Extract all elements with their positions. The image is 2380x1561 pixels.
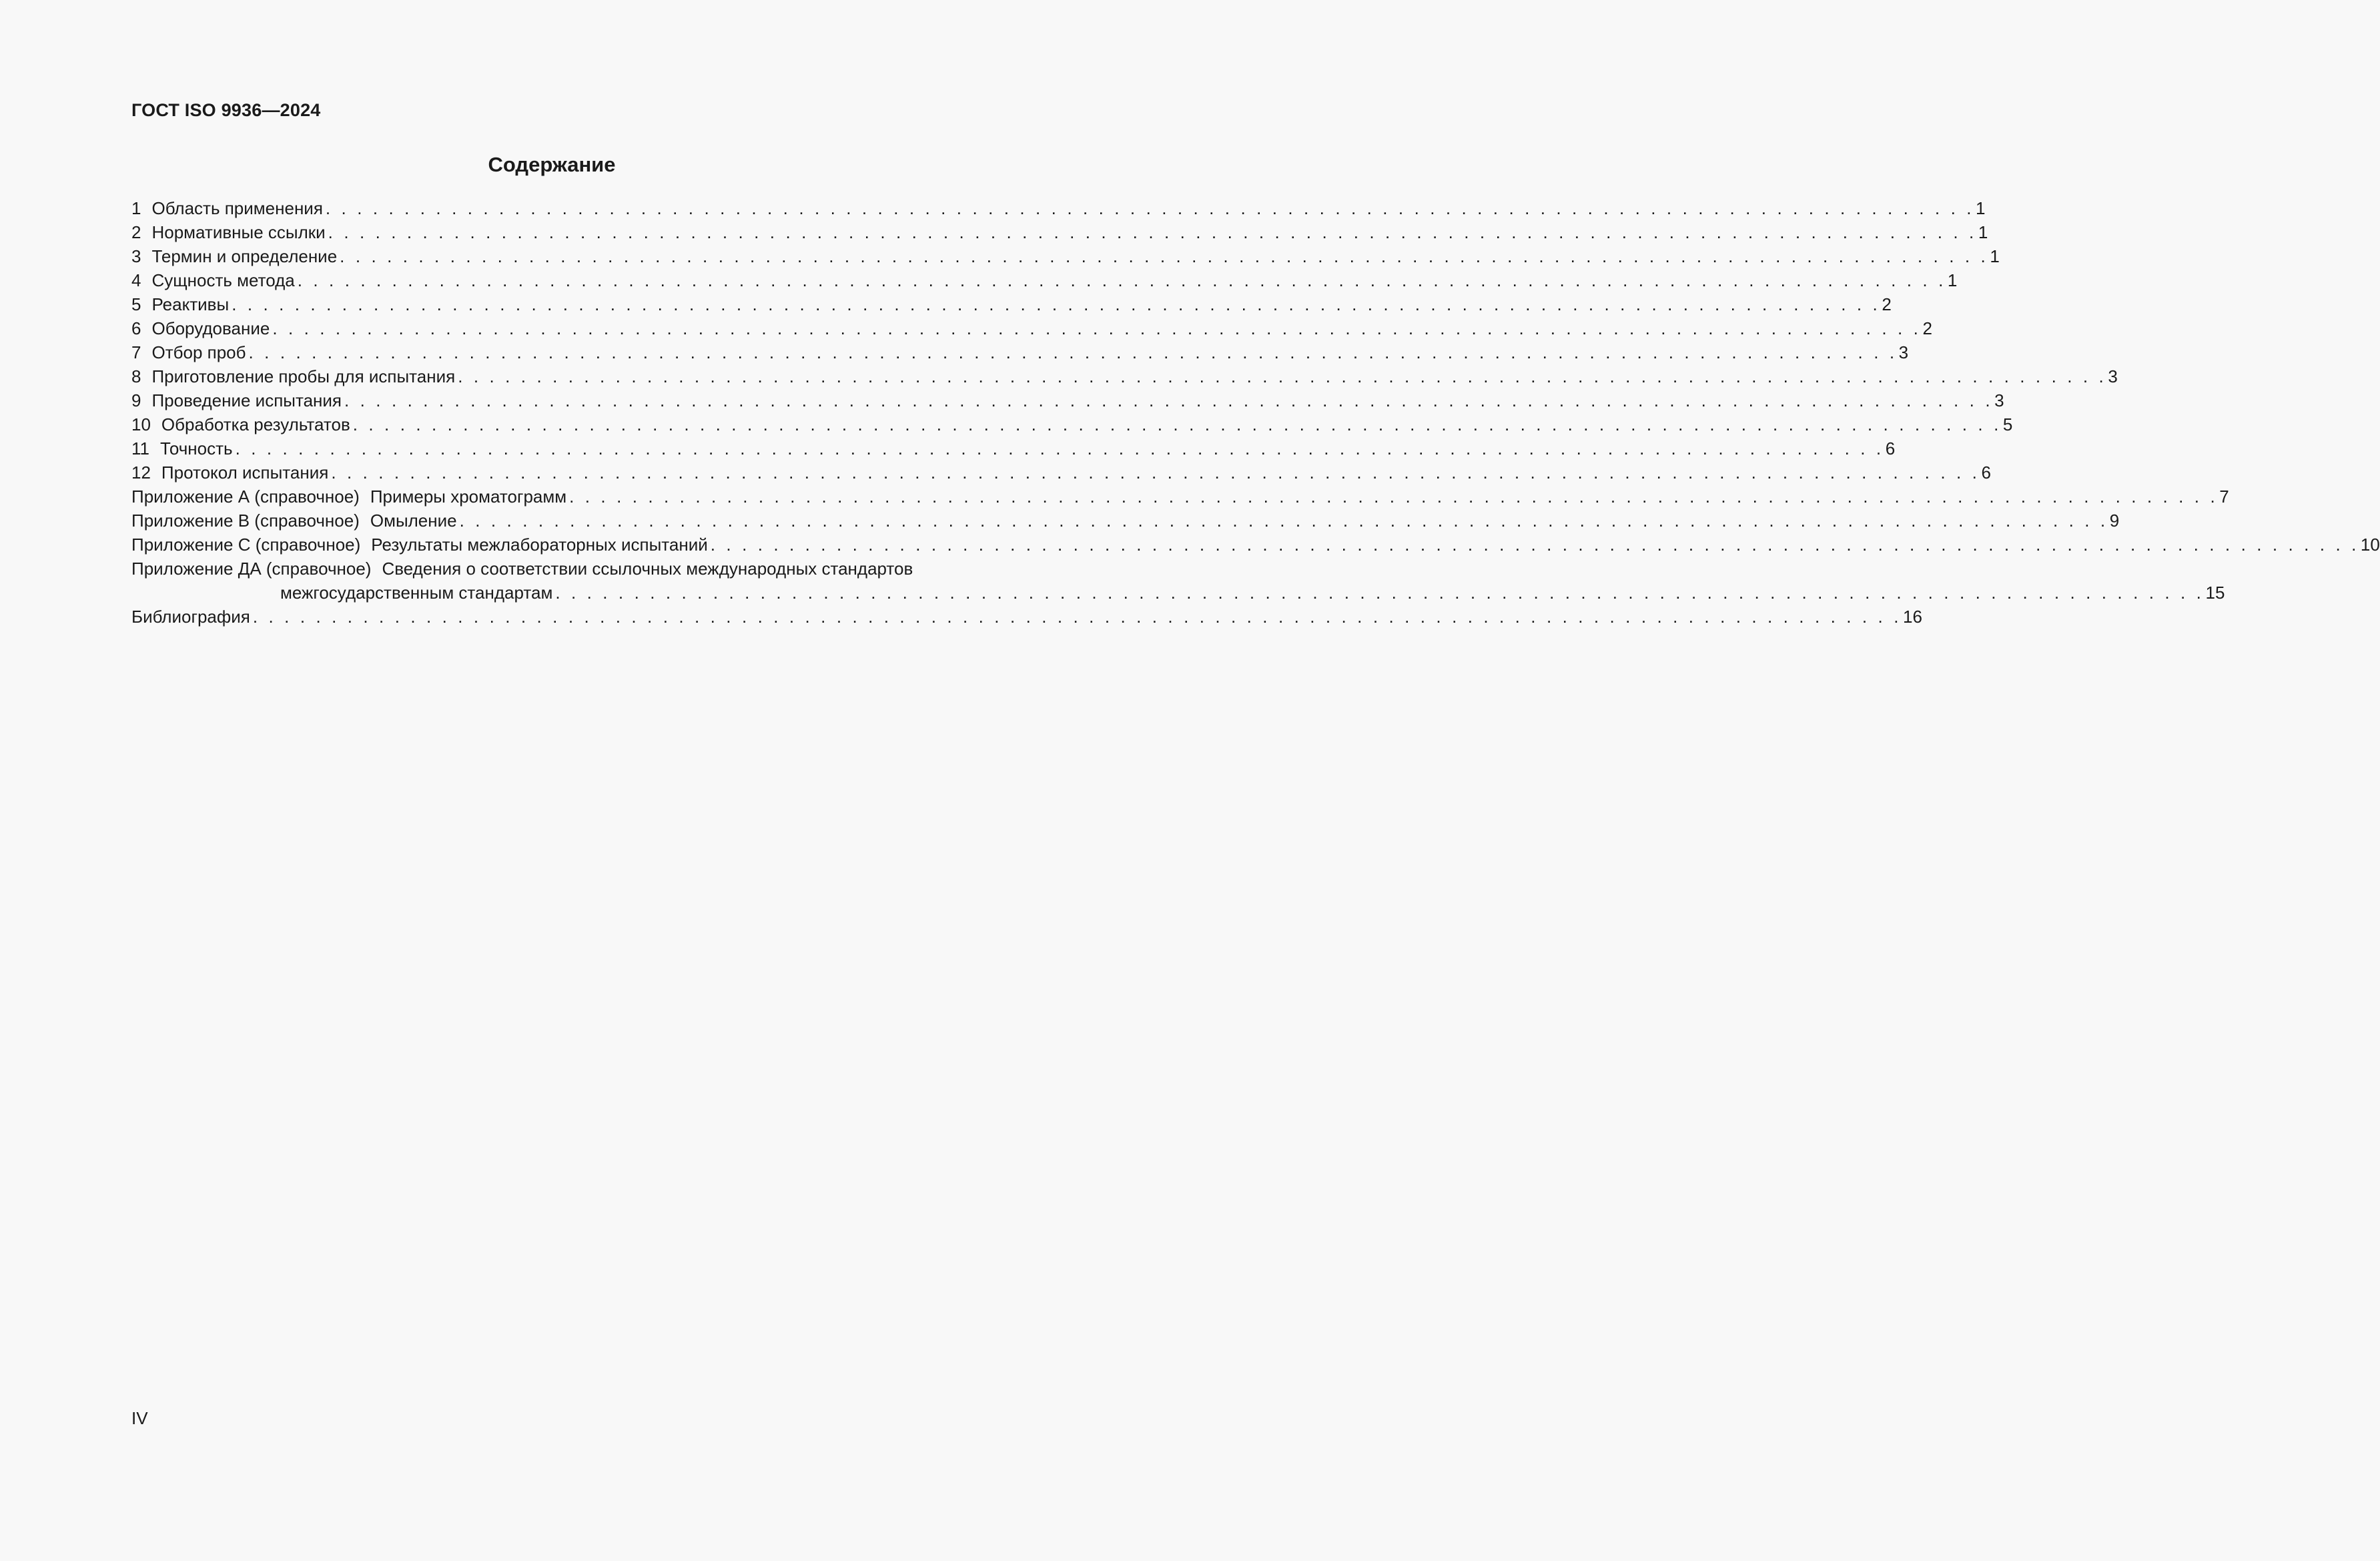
dot-leader: . . . . . . . . . . . . . . . . . . . . . . . . . . . . . . . . . . . . . . . . . . . . . . . . . . . . . . . . . . . . . . . . . . . . . . . . . . . . . . . . . . . . . . . . . . . . . . . . . . . . . . . . . — [555, 583, 2205, 603]
toc-entry-label: Сведения о соответствии ссылочных международных стандартов — [382, 559, 913, 579]
dot-leader: . . . . . . . . . . . . . . . . . . . . . . . . . . . . . . . . . . . . . . . . . . . . . . . . . . . . . . . . . . . . . . . . . . . . . . . . . . . . . . . . . . . . . . . . . . . . . . . . . . . . . . . . . — [344, 390, 1994, 410]
toc-entry-continuation[interactable] — [131, 581, 2225, 605]
toc-entry-page: 1 — [1990, 246, 2000, 266]
appendix-designation: Приложение С (справочное) — [131, 535, 361, 555]
dot-leader: . . . . . . . . . . . . . . . . . . . . . . . . . . . . . . . . . . . . . . . . . . . . . . . . . . . . . . . . . . . . . . . . . . . . . . . . . . . . . . . . . . . . . . . . . . . . . . . . . . . . . . . . . — [459, 511, 2108, 531]
toc-entry-appendix[interactable] — [131, 533, 2380, 557]
dot-leader: . . . . . . . . . . . . . . . . . . . . . . . . . . . . . . . . . . . . . . . . . . . . . . . . . . . . . . . . . . . . . . . . . . . . . . . . . . . . . . . . . . . . . . . . . . . . . . . . . . . . . . . . . — [569, 487, 2219, 507]
toc-entry-label: Отбор проб — [151, 342, 246, 362]
dot-leader: . . . . . . . . . . . . . . . . . . . . . . . . . . . . . . . . . . . . . . . . . . . . . . . . . . . . . . . . . . . . . . . . . . . . . . . . . . . . . . . . . . . . . . . . . . . . . . . . . . . . . . . . . — [232, 294, 1881, 314]
toc-entry-appendix[interactable] — [131, 485, 2229, 509]
toc-entry-label: Сущность метода — [151, 270, 295, 290]
toc-entry-number: 4 — [131, 270, 141, 290]
toc-entry-page: 1 — [1947, 270, 1958, 290]
toc-entry[interactable] — [131, 412, 2013, 436]
toc-entry-appendix[interactable] — [131, 509, 2120, 533]
toc-entry-label: Обработка результатов — [161, 414, 350, 434]
toc-entry[interactable] — [131, 364, 2118, 388]
dot-leader: . . . . . . . . . . . . . . . . . . . . . . . . . . . . . . . . . . . . . . . . . . . . . . . . . . . . . . . . . . . . . . . . . . . . . . . . . . . . . . . . . . . . . . . . . . . . . . . . . . . . . . . . . — [328, 222, 1977, 242]
dot-leader: . . . . . . . . . . . . . . . . . . . . . . . . . . . . . . . . . . . . . . . . . . . . . . . . . . . . . . . . . . . . . . . . . . . . . . . . . . . . . . . . . . . . . . . . . . . . . . . . . . . . . . . . . — [272, 318, 1922, 338]
toc-entry-label: Оборудование — [151, 318, 270, 338]
toc-entry-number: 7 — [131, 342, 141, 362]
toc-entry-number: 10 — [131, 414, 151, 434]
toc-entry-label: Результаты межлабораторных испытаний — [371, 535, 708, 555]
toc-title: Содержание — [488, 153, 616, 176]
toc-entry-page: 10 — [2360, 535, 2380, 555]
dot-leader: . . . . . . . . . . . . . . . . . . . . . . . . . . . . . . . . . . . . . . . . . . . . . . . . . . . . . . . . . . . . . . . . . . . . . . . . . . . . . . . . . . . . . . . . . . . . . . . . . . . . . . . . . — [340, 246, 1989, 266]
toc-entry[interactable] — [131, 436, 1896, 460]
dot-leader: . . . . . . . . . . . . . . . . . . . . . . . . . . . . . . . . . . . . . . . . . . . . . . . . . . . . . . . . . . . . . . . . . . . . . . . . . . . . . . . . . . . . . . . . . . . . . . . . . . . . . . . . . — [248, 342, 1898, 362]
toc-entry-number: 1 — [131, 198, 141, 218]
toc-entry-page: 6 — [1885, 438, 1896, 458]
toc-entry-label: Нормативные ссылки — [151, 222, 326, 242]
dot-leader: . . . . . . . . . . . . . . . . . . . . . . . . . . . . . . . . . . . . . . . . . . . . . . . . . . . . . . . . . . . . . . . . . . . . . . . . . . . . . . . . . . . . . . . . . . . . . . . . . . . . . . . . . — [458, 366, 2107, 386]
toc-entry-number: 2 — [131, 222, 141, 242]
toc-entry[interactable] — [131, 196, 1986, 220]
toc-entry-page: 2 — [1882, 294, 1892, 314]
toc-entry-page: 3 — [2108, 366, 2118, 386]
page-number: IV — [131, 1408, 148, 1428]
toc-entry-number: 5 — [131, 294, 141, 314]
toc-entry-number: 9 — [131, 390, 141, 410]
toc-entry[interactable] — [131, 268, 1958, 292]
toc-entry-page: 1 — [1976, 198, 1986, 218]
toc-entry-label: Точность — [160, 438, 233, 458]
dot-leader: . . . . . . . . . . . . . . . . . . . . . . . . . . . . . . . . . . . . . . . . . . . . . . . . . . . . . . . . . . . . . . . . . . . . . . . . . . . . . . . . . . . . . . . . . . . . . . . . . . . . . . . . . — [710, 535, 2359, 555]
toc-entry-page: 16 — [1903, 607, 1922, 627]
toc-entry-label: Примеры хроматограмм — [370, 487, 567, 507]
document-code: ГОСТ ISO 9936—2024 — [131, 100, 321, 120]
toc-entry-label: Библиография — [131, 607, 250, 627]
toc-entry[interactable] — [131, 388, 2004, 412]
toc-entry[interactable] — [131, 220, 1988, 244]
toc-entry-label: Омыление — [370, 511, 457, 531]
toc-entry-page: 3 — [1994, 390, 2004, 410]
toc-entry-page: 1 — [1978, 222, 1988, 242]
toc-entry-number: 8 — [131, 366, 141, 386]
table-of-contents — [131, 196, 2380, 629]
toc-entry-page: 15 — [2205, 583, 2225, 603]
toc-entry-number: 11 — [131, 438, 149, 458]
appendix-designation: Приложение ДА (справочное) — [131, 559, 372, 579]
toc-entry-page: 3 — [1898, 342, 1909, 362]
toc-entry[interactable] — [131, 340, 1909, 364]
toc-entry-label: Проведение испытания — [151, 390, 342, 410]
toc-entry[interactable] — [131, 460, 1991, 485]
dot-leader: . . . . . . . . . . . . . . . . . . . . . . . . . . . . . . . . . . . . . . . . . . . . . . . . . . . . . . . . . . . . . . . . . . . . . . . . . . . . . . . . . . . . . . . . . . . . . . . . . . . . . . . . . — [352, 414, 2002, 434]
appendix-designation: Приложение А (справочное) — [131, 487, 360, 507]
toc-entry-label: межгосударственным стандартам — [280, 583, 553, 603]
toc-entry-number: 12 — [131, 462, 151, 483]
toc-entry-number: 6 — [131, 318, 141, 338]
toc-entry-label: Реактивы — [151, 294, 230, 314]
toc-entry-page: 2 — [1922, 318, 1932, 338]
toc-entry-number: 3 — [131, 246, 141, 266]
dot-leader: . . . . . . . . . . . . . . . . . . . . . . . . . . . . . . . . . . . . . . . . . . . . . . . . . . . . . . . . . . . . . . . . . . . . . . . . . . . . . . . . . . . . . . . . . . . . . . . . . . . . . . . . . — [297, 270, 1946, 290]
toc-entry[interactable] — [131, 244, 2000, 268]
toc-entry-appendix[interactable] — [131, 557, 1024, 581]
toc-entry-label: Область применения — [151, 198, 323, 218]
appendix-designation: Приложение В (справочное) — [131, 511, 360, 531]
toc-entry-page: 5 — [2002, 414, 2013, 434]
toc-entry-page: 6 — [1981, 462, 1991, 483]
toc-entry-bibliography[interactable] — [131, 605, 1922, 629]
toc-entry-label: Приготовление пробы для испытания — [151, 366, 456, 386]
toc-entry[interactable] — [131, 316, 1932, 340]
dot-leader: . . . . . . . . . . . . . . . . . . . . . . . . . . . . . . . . . . . . . . . . . . . . . . . . . . . . . . . . . . . . . . . . . . . . . . . . . . . . . . . . . . . . . . . . . . . . . . . . . . . . . . . . . — [235, 438, 1884, 458]
dot-leader: . . . . . . . . . . . . . . . . . . . . . . . . . . . . . . . . . . . . . . . . . . . . . . . . . . . . . . . . . . . . . . . . . . . . . . . . . . . . . . . . . . . . . . . . . . . . . . . . . . . . . . . . . — [252, 607, 1902, 627]
toc-entry-page: 7 — [2219, 487, 2229, 507]
toc-entry[interactable] — [131, 292, 1892, 316]
toc-entry-page: 9 — [2109, 511, 2120, 531]
toc-entry-label: Протокол испытания — [161, 462, 329, 483]
dot-leader: . . . . . . . . . . . . . . . . . . . . . . . . . . . . . . . . . . . . . . . . . . . . . . . . . . . . . . . . . . . . . . . . . . . . . . . . . . . . . . . . . . . . . . . . . . . . . . . . . . . . . . . . . — [325, 198, 1975, 218]
toc-entry-label: Термин и определение — [151, 246, 338, 266]
dot-leader: . . . . . . . . . . . . . . . . . . . . . . . . . . . . . . . . . . . . . . . . . . . . . . . . . . . . . . . . . . . . . . . . . . . . . . . . . . . . . . . . . . . . . . . . . . . . . . . . . . . . . . . . . — [331, 462, 1980, 483]
